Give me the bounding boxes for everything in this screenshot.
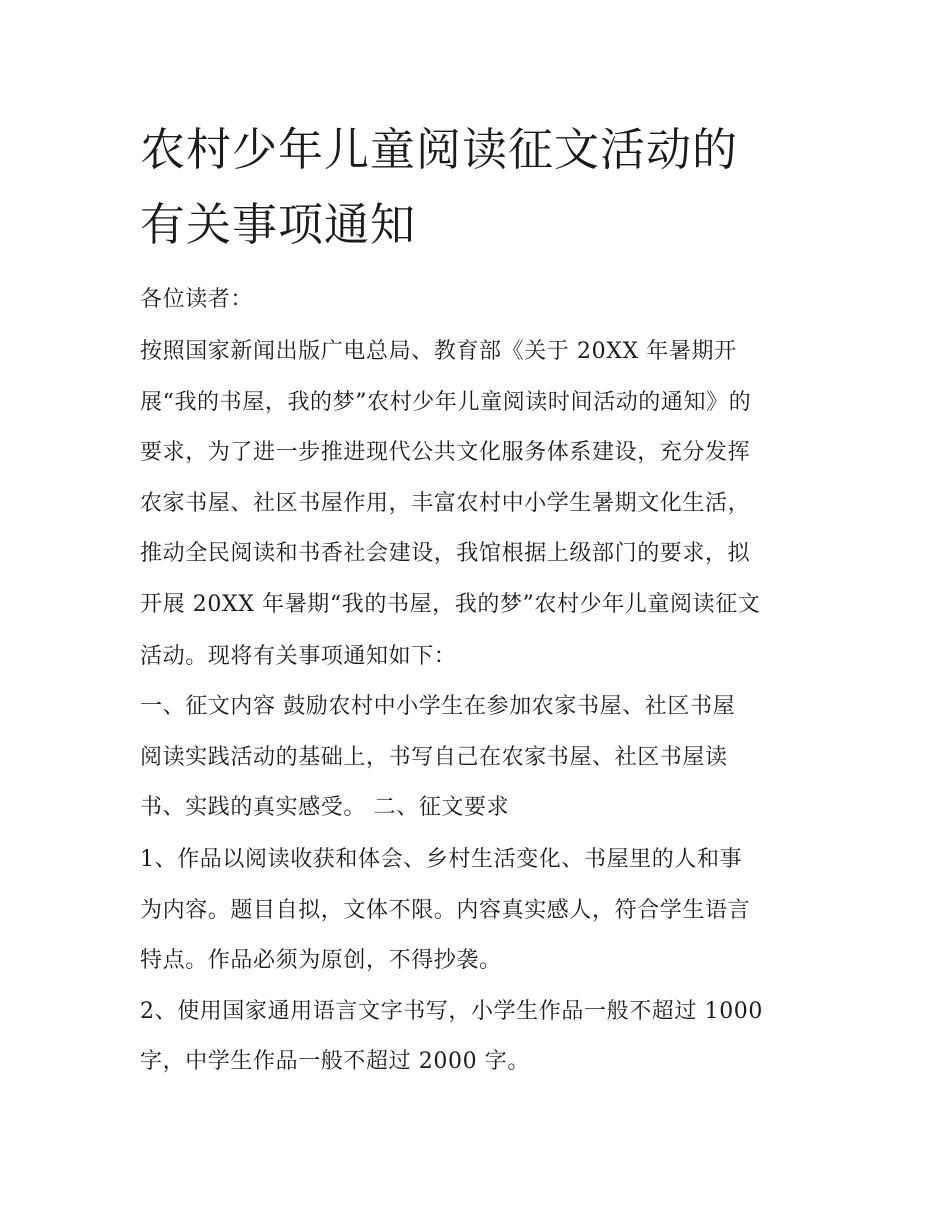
paragraph-line: 展“我的书屋，我的梦”农村少年儿童阅读时间活动的通知》的 <box>140 390 752 415</box>
paragraph-line: 阅读实践活动的基础上，书写自己在农家书屋、社区书屋读 <box>140 745 728 770</box>
document-title-line-2: 有关事项通知 <box>140 198 417 251</box>
list-item-line: 特点。作品必须为原创，不得抄袭。 <box>140 948 502 973</box>
paragraph-line: 按照国家新闻出版广电总局、教育部《关于 20XX 年暑期开 <box>140 339 737 364</box>
section-heading-line: 一、征文内容 鼓励农村中小学生在参加农家书屋、社区书屋 <box>140 694 736 719</box>
section-heading-line: 书、实践的真实感受。 二、征文要求 <box>140 795 510 820</box>
list-item-line: 为内容。题目自拟，文体不限。内容真实感人，符合学生语言 <box>140 898 751 923</box>
salutation: 各位读者： <box>140 287 254 312</box>
paragraph-line: 推动全民阅读和书香社会建设，我馆根据上级部门的要求，拟 <box>140 541 751 566</box>
list-item-line: 字，中学生作品一般不超过 2000 字。 <box>140 1049 530 1074</box>
paragraph-line: 开展 20XX 年暑期“我的书屋，我的梦”农村少年儿童阅读征文 <box>140 592 761 617</box>
paragraph-line: 农家书屋、社区书屋作用，丰富农村中小学生暑期文化生活， <box>140 491 751 516</box>
paragraph-line: 要求，为了进一步推进现代公共文化服务体系建设，充分发挥 <box>140 440 751 465</box>
paragraph-line: 活动。现将有关事项通知如下： <box>140 644 457 669</box>
list-item-line: 2、使用国家通用语言文字书写，小学生作品一般不超过 1000 <box>140 999 763 1024</box>
list-item-line: 1、作品以阅读收获和体会、乡村生活变化、书屋里的人和事 <box>140 847 743 872</box>
document-title-line-1: 农村少年儿童阅读征文活动的 <box>140 123 739 176</box>
